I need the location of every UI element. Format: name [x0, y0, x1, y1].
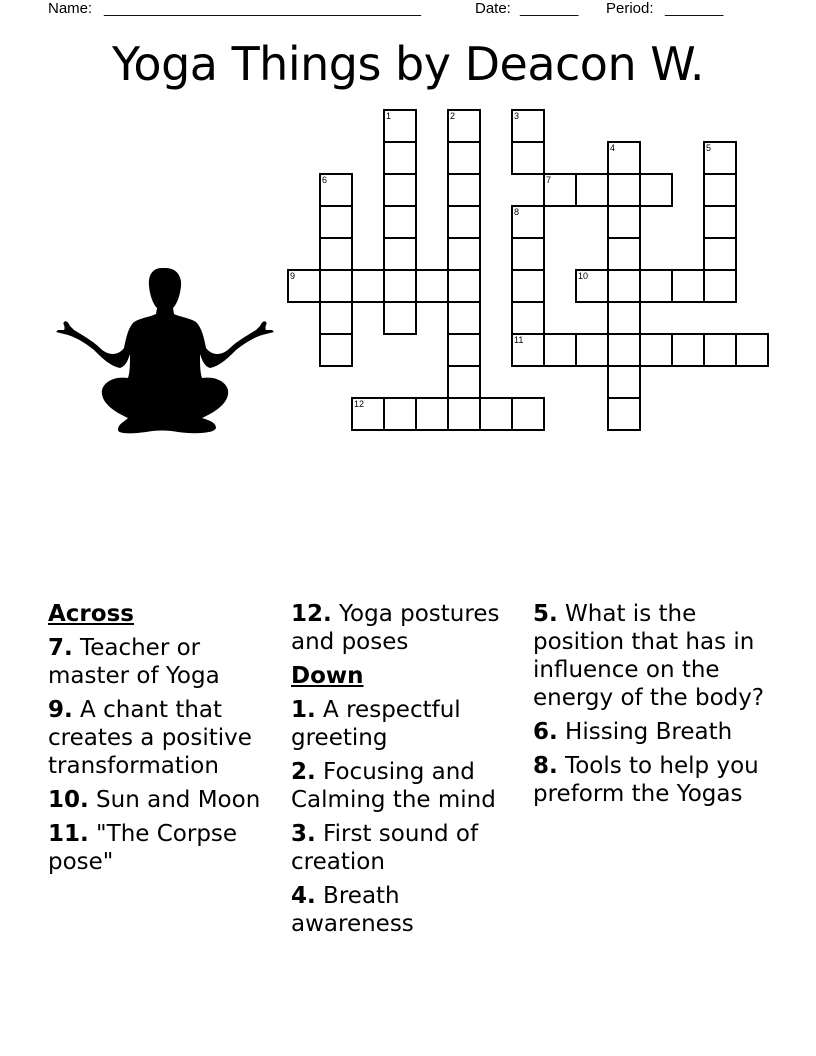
down-heading: Down — [291, 663, 364, 689]
clue-across-10: 10. Sun and Moon — [48, 787, 261, 813]
grid-cell[interactable] — [447, 205, 481, 239]
grid-cell[interactable] — [415, 397, 449, 431]
grid-cell[interactable] — [511, 141, 545, 175]
clue-number: 5 — [706, 143, 712, 153]
grid-cell[interactable] — [511, 269, 545, 303]
grid-cell[interactable] — [511, 205, 545, 239]
clues-column-1 — [48, 600, 283, 882]
period-label: Period: — [606, 0, 654, 17]
page-title: Yoga Things by Deacon W. — [111, 37, 705, 91]
crossword-grid — [288, 110, 768, 430]
clue-across-7: 7. Teacher or master of Yoga — [48, 635, 220, 689]
grid-cell[interactable] — [703, 173, 737, 207]
grid-cell[interactable] — [575, 333, 609, 367]
clues-column-2 — [291, 600, 526, 944]
grid-cell[interactable] — [607, 141, 641, 175]
clue-number: 1 — [386, 111, 392, 121]
grid-cell[interactable] — [511, 333, 545, 367]
grid-cell[interactable] — [607, 269, 641, 303]
grid-cell[interactable] — [511, 397, 545, 431]
clue-down-4: 4. Breath awareness — [291, 883, 414, 937]
grid-cell[interactable] — [607, 173, 641, 207]
grid-cell[interactable] — [447, 397, 481, 431]
clue-down-1: 1. A respectful greeting — [291, 697, 461, 751]
clue-number: 4 — [610, 143, 616, 153]
grid-cell[interactable] — [319, 173, 353, 207]
grid-cell[interactable] — [479, 397, 513, 431]
grid-cell[interactable] — [383, 173, 417, 207]
clue-number: 11 — [514, 335, 524, 345]
grid-cell[interactable] — [319, 237, 353, 271]
clue-number: 10 — [578, 271, 589, 281]
clue-number: 2 — [450, 111, 456, 121]
grid-cell[interactable] — [447, 141, 481, 175]
period-field[interactable]: _______ — [665, 0, 724, 17]
grid-cell[interactable] — [639, 173, 673, 207]
grid-cell[interactable] — [383, 205, 417, 239]
clue-across-12: 12. Yoga postures and poses — [291, 601, 500, 655]
grid-cell[interactable] — [671, 269, 705, 303]
grid-cell[interactable] — [575, 173, 609, 207]
grid-cell[interactable] — [447, 365, 481, 399]
clues-column-3 — [533, 600, 773, 814]
clue-down-5: 5. What is the position that has in influence on the energy of the body? — [533, 601, 765, 711]
name-field[interactable]: ______________________________________ — [104, 0, 422, 17]
clue-number: 8 — [514, 207, 520, 217]
grid-cell[interactable] — [543, 173, 577, 207]
grid-cell[interactable] — [543, 333, 577, 367]
grid-cell[interactable] — [319, 269, 353, 303]
student-info-header — [48, 0, 768, 20]
clue-number: 9 — [290, 271, 296, 281]
grid-cell[interactable] — [575, 269, 609, 303]
grid-cell[interactable] — [447, 301, 481, 335]
grid-cell[interactable] — [607, 397, 641, 431]
clue-number: 6 — [322, 175, 328, 185]
grid-cell[interactable] — [703, 141, 737, 175]
grid-cell[interactable] — [351, 269, 385, 303]
grid-cell[interactable] — [383, 109, 417, 143]
date-field[interactable]: _______ — [520, 0, 579, 17]
grid-cell[interactable] — [607, 237, 641, 271]
grid-cell[interactable] — [447, 269, 481, 303]
clue-down-2: 2. Focusing and Calming the mind — [291, 759, 496, 813]
clue-down-8: 8. Tools to help you preform the Yogas — [533, 753, 759, 807]
clue-down-3: 3. First sound of creation — [291, 821, 479, 875]
grid-cell[interactable] — [703, 205, 737, 239]
meditating-person-silhouette-icon — [54, 264, 276, 436]
grid-cell[interactable] — [319, 333, 353, 367]
grid-cell[interactable] — [607, 365, 641, 399]
grid-cell[interactable] — [639, 269, 673, 303]
grid-cell[interactable] — [511, 301, 545, 335]
clue-across-9: 9. A chant that creates a positive transformation — [48, 697, 252, 779]
grid-cell[interactable] — [447, 333, 481, 367]
grid-cell[interactable] — [415, 269, 449, 303]
grid-cell[interactable] — [383, 301, 417, 335]
grid-cell[interactable] — [287, 269, 321, 303]
grid-cell[interactable] — [511, 237, 545, 271]
grid-cell[interactable] — [383, 397, 417, 431]
grid-cell[interactable] — [383, 141, 417, 175]
grid-cell[interactable] — [447, 237, 481, 271]
grid-cell[interactable] — [639, 333, 673, 367]
grid-cell[interactable] — [703, 333, 737, 367]
grid-cell[interactable] — [447, 173, 481, 207]
grid-cell[interactable] — [319, 205, 353, 239]
grid-cell[interactable] — [735, 333, 769, 367]
clue-number: 12 — [354, 399, 365, 409]
grid-cell[interactable] — [351, 397, 385, 431]
grid-cell[interactable] — [383, 269, 417, 303]
grid-cell[interactable] — [671, 333, 705, 367]
grid-cell[interactable] — [447, 109, 481, 143]
grid-cell[interactable] — [383, 237, 417, 271]
grid-cell[interactable] — [607, 333, 641, 367]
clue-number: 7 — [546, 175, 552, 185]
grid-cell[interactable] — [607, 301, 641, 335]
grid-cell[interactable] — [319, 301, 353, 335]
clue-number: 3 — [514, 111, 520, 121]
clue-down-6: 6. Hissing Breath — [533, 719, 733, 745]
grid-cell[interactable] — [703, 269, 737, 303]
grid-cell[interactable] — [703, 237, 737, 271]
grid-cell[interactable] — [607, 205, 641, 239]
date-label: Date: — [475, 0, 511, 17]
across-heading: Across — [48, 601, 134, 627]
name-label: Name: — [48, 0, 93, 17]
clue-across-11: 11. "The Corpse pose" — [48, 821, 238, 875]
grid-cell[interactable] — [511, 109, 545, 143]
